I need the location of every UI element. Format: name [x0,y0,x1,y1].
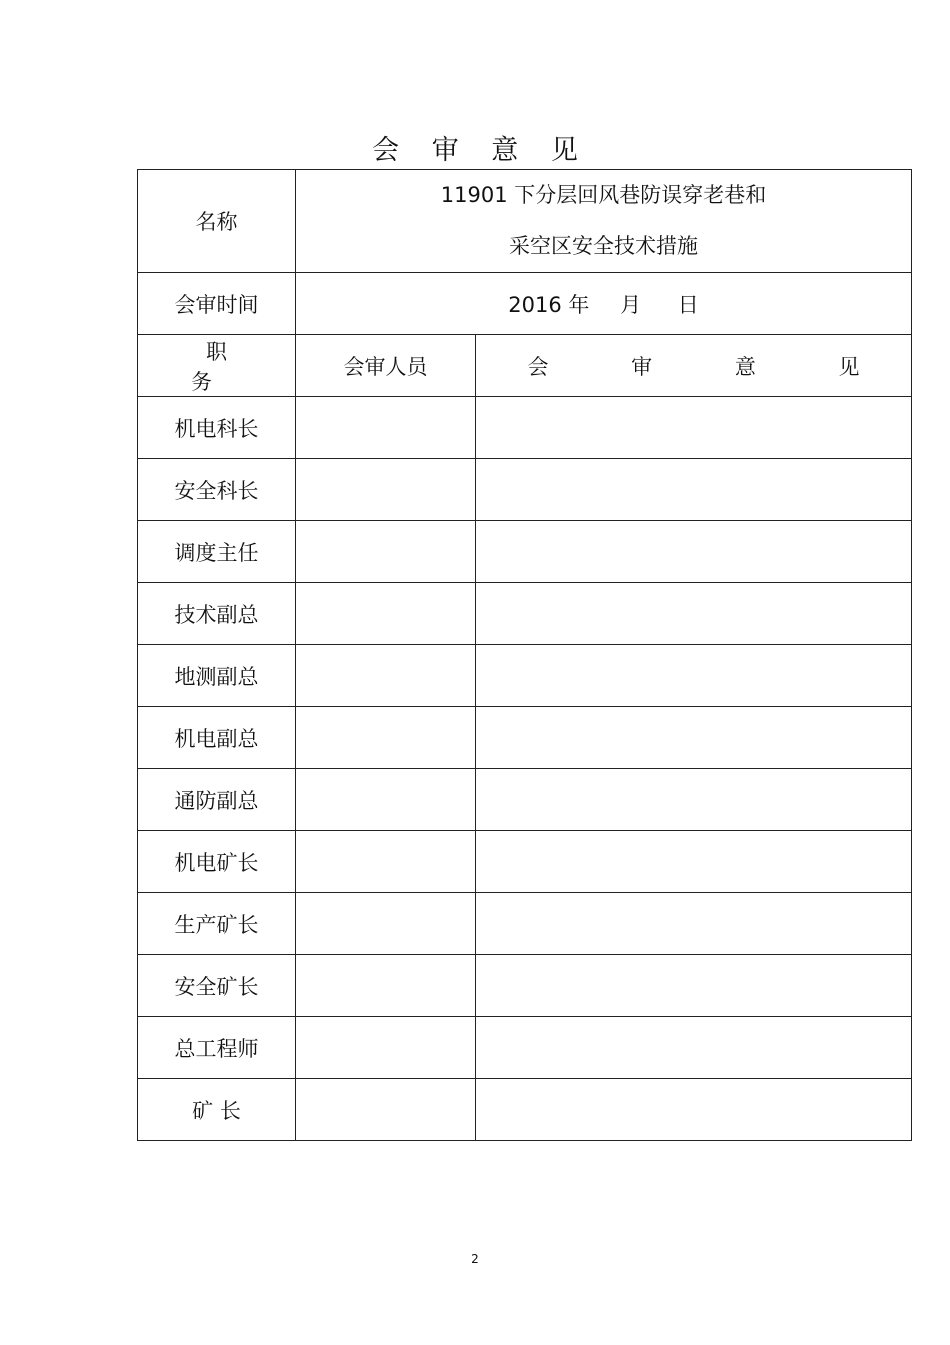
table-row [138,831,912,893]
role-title: 机电科长 [138,397,296,459]
role-title: 调度主任 [138,521,296,583]
reviewer-cell[interactable] [296,583,476,645]
name-value [296,170,912,273]
reviewer-cell[interactable] [296,1079,476,1141]
opinion-cell[interactable] [476,769,912,831]
role-title: 技术副总 [138,583,296,645]
table-row [138,955,912,1017]
time-value [296,273,912,335]
reviewer-cell[interactable] [296,397,476,459]
page-number: 2 [471,1252,479,1266]
header-opinion-text: 会 审 意 见 [527,354,898,379]
table-row [138,769,912,831]
time-label: 会审时间 [138,273,296,335]
table-row [138,583,912,645]
role-title: 矿 长 [138,1079,296,1141]
table-row [138,645,912,707]
reviewer-cell[interactable] [296,707,476,769]
name-row [138,170,912,273]
role-title: 机电矿长 [138,831,296,893]
time-row [138,273,912,335]
reviewer-cell[interactable] [296,459,476,521]
role-title: 生产矿长 [138,893,296,955]
opinion-cell[interactable] [476,707,912,769]
name-label: 名称 [138,170,296,273]
table-row [138,397,912,459]
reviewer-cell[interactable] [296,955,476,1017]
reviewer-cell[interactable] [296,645,476,707]
page-title: 会 审 意 见 [372,135,590,166]
opinion-cell[interactable] [476,521,912,583]
opinion-cell[interactable] [476,1079,912,1141]
opinion-cell[interactable] [476,955,912,1017]
role-title: 机电副总 [138,707,296,769]
role-title: 安全科长 [138,459,296,521]
name-value-line-2: 采空区安全技术措施 [509,234,698,258]
time-year: 2016 年 [508,292,590,317]
opinion-cell[interactable] [476,459,912,521]
time-month: 月 [620,292,642,317]
opinion-cell[interactable] [476,893,912,955]
review-table [137,169,912,1141]
opinion-cell[interactable] [476,1017,912,1079]
opinion-cell[interactable] [476,583,912,645]
name-value-line-1: 11901 下分层回风巷防误穿老巷和 [440,183,767,207]
reviewer-cell[interactable] [296,893,476,955]
table-row [138,459,912,521]
opinion-cell[interactable] [476,397,912,459]
reviewer-cell[interactable] [296,521,476,583]
role-title: 安全矿长 [138,955,296,1017]
header-role-text: 职 务 [191,339,257,394]
table-row [138,521,912,583]
reviewer-cell[interactable] [296,1017,476,1079]
header-row [138,335,912,397]
opinion-cell[interactable] [476,831,912,893]
reviewer-cell[interactable] [296,769,476,831]
header-role [138,335,296,397]
table-row [138,707,912,769]
header-reviewer: 会审人员 [296,335,476,397]
role-title: 总工程师 [138,1017,296,1079]
role-title: 地测副总 [138,645,296,707]
reviewer-cell[interactable] [296,831,476,893]
table-row [138,1079,912,1141]
table-row [138,1017,912,1079]
role-title: 通防副总 [138,769,296,831]
header-opinion [476,335,912,397]
time-day: 日 [677,292,699,317]
table-row [138,893,912,955]
opinion-cell[interactable] [476,645,912,707]
